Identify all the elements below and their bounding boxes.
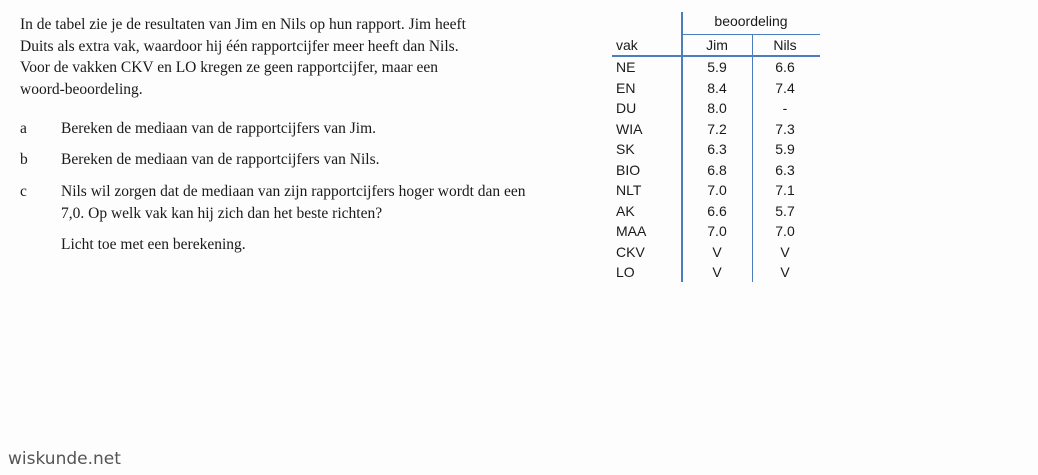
column-header-jim: Jim <box>706 37 728 53</box>
table-cell-jim: 8.4 <box>707 80 727 96</box>
question-letter: b <box>20 151 28 168</box>
table-cell-vak: BIO <box>616 162 641 178</box>
table-cell-vak: EN <box>616 80 636 96</box>
table-cell-nils: 5.7 <box>775 203 795 219</box>
question-text: Bereken de mediaan van de rapportcijfers van Nils. <box>61 151 380 168</box>
table-cell-nils: V <box>780 264 790 280</box>
table-cell-jim: V <box>712 244 722 260</box>
question-letter: c <box>20 183 27 200</box>
table-cell-jim: 6.3 <box>707 141 727 157</box>
table-cell-nils: - <box>782 100 788 116</box>
table-cell-jim: 6.8 <box>707 162 727 178</box>
table-cell-jim: 8.0 <box>707 100 727 116</box>
table-cell-jim: 7.0 <box>707 223 727 239</box>
table-cell-vak: MAA <box>616 223 647 239</box>
table-cell-vak: NLT <box>616 182 642 198</box>
table-cell-jim: 7.0 <box>707 182 727 198</box>
question-note: Licht toe met een berekening. <box>61 236 246 253</box>
table-cell-vak: WIA <box>616 121 643 137</box>
table-cell-vak: LO <box>616 264 635 280</box>
table-cell-nils: 5.9 <box>775 141 795 157</box>
table-cell-jim: V <box>712 264 722 280</box>
table-cell-nils: 7.3 <box>775 121 795 137</box>
table-cell-vak: NE <box>616 59 636 75</box>
table-cell-nils: 6.3 <box>775 162 795 178</box>
question-letter: a <box>20 120 27 137</box>
intro-line: woord-beoordeling. <box>20 80 143 98</box>
intro-line: Duits als extra vak, waardoor hij één rapportcijfer meer heeft dan Nils. <box>20 37 459 55</box>
question-text: Bereken de mediaan van de rapportcijfers van Jim. <box>61 120 377 137</box>
question-text-line: 7,0. Op welk vak kan hij zich dan het beste richten? <box>61 204 383 222</box>
column-header-nils: Nils <box>773 37 797 53</box>
table-cell-vak: SK <box>616 141 635 157</box>
column-header-vak: vak <box>616 37 638 53</box>
table-cell-nils: 7.1 <box>775 182 795 198</box>
intro-line: Voor de vakken CKV en LO kregen ze geen rapportcijfer, maar een <box>20 59 438 76</box>
question-text-line: Nils wil zorgen dat de mediaan van zijn rapportcijfers hoger wordt dan een <box>61 183 526 200</box>
table-cell-nils: 7.0 <box>775 223 795 239</box>
intro-line: In de tabel zie je de resultaten van Jim en Nils op hun rapport. Jim heeft <box>20 16 466 33</box>
watermark: wiskunde.net <box>8 449 121 469</box>
group-header-underline <box>682 34 820 35</box>
table-cell-nils: 6.6 <box>775 59 795 75</box>
group-header: beoordeling <box>714 13 788 29</box>
table-cell-jim: 7.2 <box>707 121 727 137</box>
table-cell-nils: V <box>780 244 790 260</box>
table-cell-vak: AK <box>616 203 635 219</box>
table-cell-jim: 5.9 <box>707 59 727 75</box>
table-cell-jim: 6.6 <box>707 203 727 219</box>
table-cell-vak: DU <box>616 100 637 116</box>
table-cell-nils: 7.4 <box>775 80 795 96</box>
table-cell-vak: CKV <box>616 244 645 260</box>
